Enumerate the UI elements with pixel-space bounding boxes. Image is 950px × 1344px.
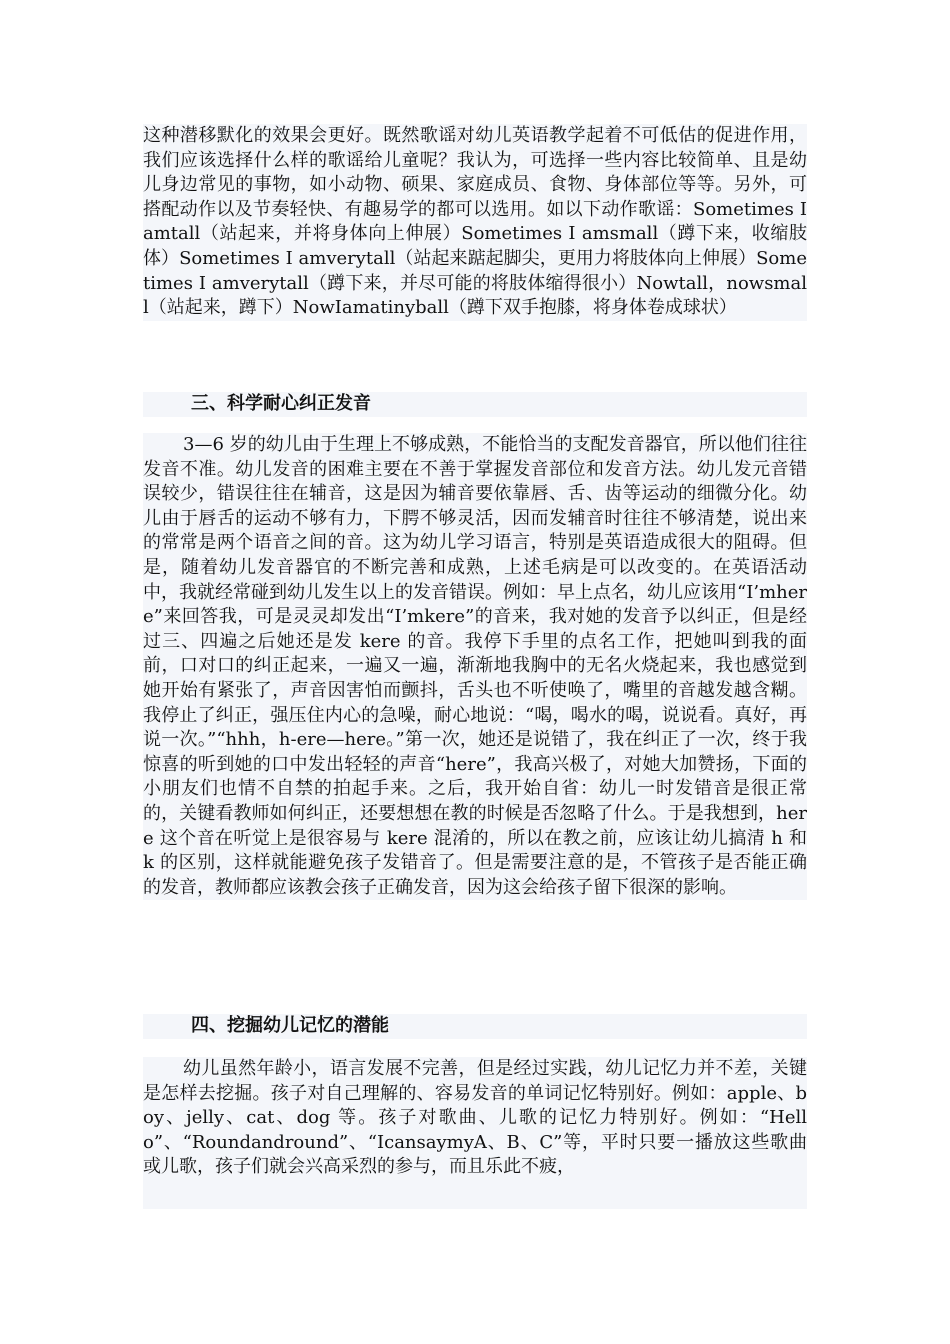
paragraph-block-1: [143, 124, 807, 321]
body-paragraph: 这种潜移默化的效果会更好。既然歌谣对幼儿英语教学起着不可低估的促进作用，我们应该选择什么样的歌谣给儿童呢？我认为，可选择一些内容比较简单、且是幼儿身边常见的事物，如小动物、硕果、家庭成员、食物、身体部位等等。另外，可搭配动作以及节奏轻快、有趣易学的都可以选用。如以下动作歌谣：Sometimes I amtall（站起来，并将身体向上伸展）Sometimes I amsmall（蹲下来，收缩肢体）Sometimes I amverytall（站起来踮起脚尖，更用力将肢体向上伸展）Sometimes I amverytall（蹲下来，并尽可能的将肢体缩得很小）Nowtall，nowsmall（站起来，蹲下）NowIamatinyball（蹲下双手抱膝，将身体卷成球状）: [143, 125, 807, 319]
section-heading-4-block: [143, 1014, 807, 1039]
section-heading-3-block: [143, 392, 807, 417]
body-paragraph: 幼儿虽然年龄小，语言发展不完善，但是经过实践，幼儿记忆力并不差，关键是怎样去挖掘。孩子对自己理解的、容易发音的单词记忆特别好。例如：apple、boy、jelly、cat、dog 等。孩子对歌曲、儿歌的记忆力特别好。例如：“Hello”、“Roundandround”、“IcansaymyA、B、C”等，平时只要一播放这些歌曲或儿歌，孩子们就会兴高采烈的参与，而且乐此不疲，: [143, 1058, 807, 1178]
body-paragraph: 3—6 岁的幼儿由于生理上不够成熟，不能恰当的支配发音器官，所以他们往往发音不准。幼儿发音的困难主要在不善于掌握发音部位和发音方法。幼儿发元音错误较少，错误往往在辅音，这是因为辅音要依靠唇、舌、齿等运动的细微分化。幼儿由于唇舌的运动不够有力，下腭不够灵活，因而发辅音时往往不够清楚，说出来的常常是两个语音之间的音。这为幼儿学习语言，特别是英语造成很大的阻碍。但是，随着幼儿发音器官的不断完善和成熟，上述毛病是可以改变的。在英语活动中，我就经常碰到幼儿发生以上的发音错误。例如：早上点名，幼儿应该用“I’mhere”来回答我，可是灵灵却发出“I’mkere”的音来，我对她的发音予以纠正，但是经过三、四遍之后她还是发 kere 的音。我停下手里的点名工作，把她叫到我的面前，口对口的纠正起来，一遍又一遍，渐渐地我胸中的无名火烧起来，我也感觉到她开始有紧张了，声音因害怕而颤抖，舌头也不听使唤了，嘴里的音越发越含糊。我停止了纠正，强压住内心的急噪，耐心地说：“喝，喝水的喝，说说看。真好，再说一次。”“hhh，h-ere—here。”第一次，她还是说错了，我在纠正了一次，终于我惊喜的听到她的口中发出轻轻的声音“here”，我高兴极了，对她大加赞扬，下面的小朋友们也情不自禁的拍起手来。之后，我开始自省：幼儿一时发错音是很正常的，关键看教师如何纠正，还要想想在教的时候是否忽略了什么。于是我想到，here 这个音在听觉上是很容易与 kere 混淆的，所以在教之前，应该让幼儿搞清 h 和 k 的区别，这样就能避免孩子发错音了。但是需要注意的是，不管孩子是否能正确的发音，教师都应该教会孩子正确发音，因为这会给孩子留下很深的影响。: [143, 434, 807, 898]
section-heading: 四、挖掘幼儿记忆的潜能: [191, 1015, 389, 1036]
paragraph-block-2: [143, 433, 807, 900]
paragraph-block-3: [143, 1057, 807, 1209]
section-heading: 三、科学耐心纠正发音: [191, 393, 371, 414]
